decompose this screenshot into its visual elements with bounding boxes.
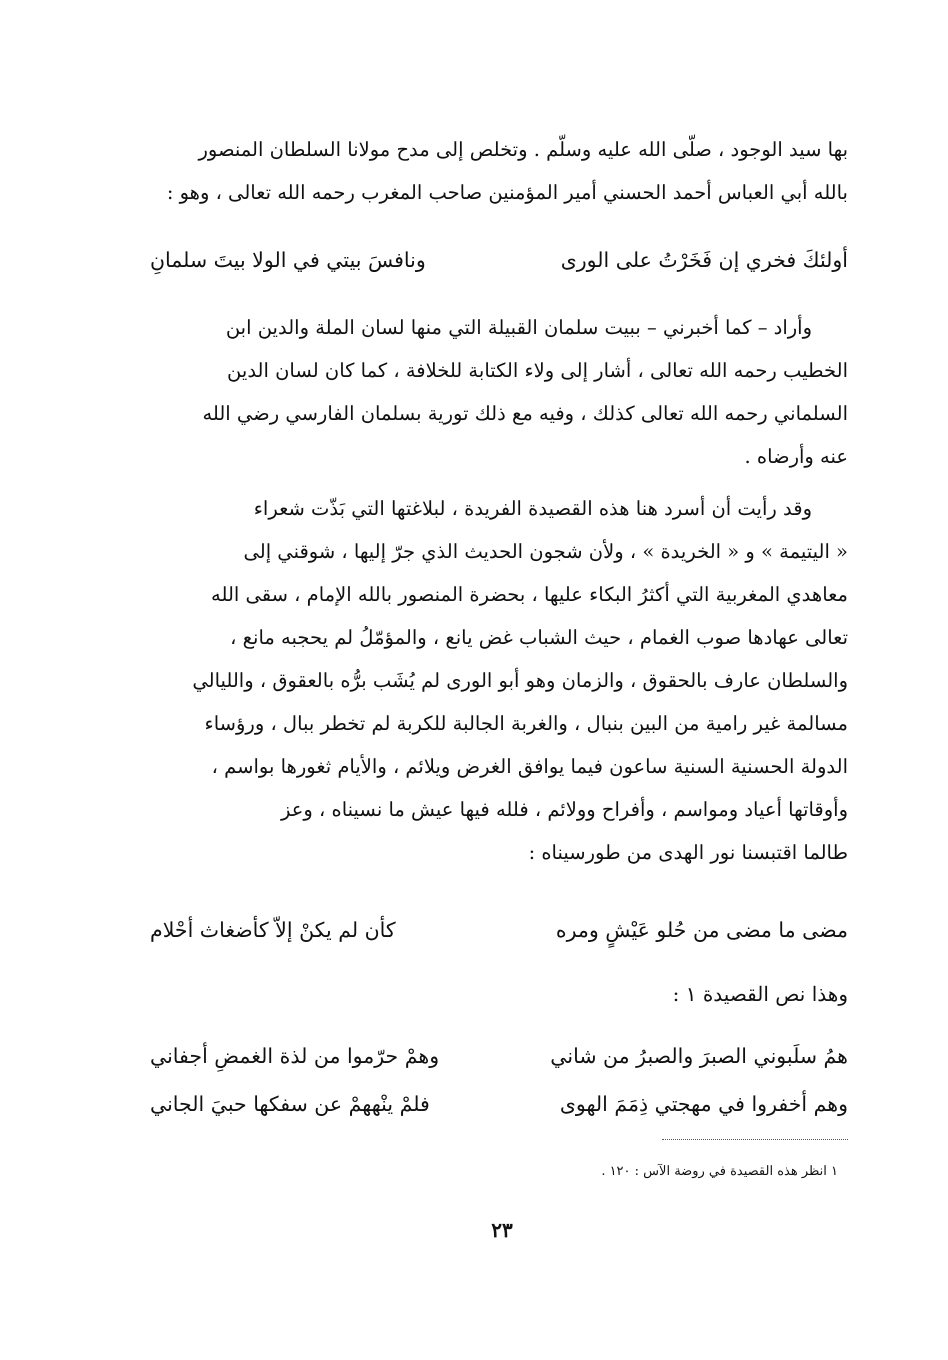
paragraph-line: وأوقاتها أعياد ومواسم ، وأفراح وولائم ، فلله فيها عيش ما نسيناه ، وعز — [281, 798, 848, 821]
footnote: ١ انظر هذه القصيدة في روضة الآس : ١٢٠ . — [601, 1164, 838, 1179]
paragraph-line: السلماني رحمه الله تعالى كذلك ، وفيه مع ذلك تورية بسلمان الفارسي رضي الله — [202, 402, 848, 425]
paragraph-line: تعالى عهادها صوب الغمام ، حيث الشباب غض يانع ، والمؤمّلُ لم يحجبه مانع ، — [230, 626, 848, 649]
paragraph-line: مسالمة غير رامية من البين بنبال ، والغربة الجالبة للكربة لم تخطر ببال ، ورؤساء — [204, 712, 848, 735]
poem-intro: وهذا نص القصيدة ١ : — [672, 982, 848, 1006]
paragraph-line: وقد رأيت أن أسرد هنا هذه القصيدة الفريدة ، لبلاغتها التي بَذّت شعراء — [253, 497, 812, 520]
paragraph-line: بالله أبي العباس أحمد الحسني أمير المؤمنين صاحب المغرب رحمه الله تعالى ، وهو : — [166, 181, 848, 204]
verse-first-hemistich: همُ سلَبوني الصبرَ والصبرُ من شاني — [550, 1044, 848, 1068]
page-number: ٢٣ — [491, 1218, 513, 1242]
paragraph-line: الخطيب رحمه الله تعالى ، أشار إلى ولاء الكتابة للخلافة ، كما كان لسان الدين — [227, 359, 848, 382]
verse-second-hemistich: كأن لم يكنْ إلاّ كأضغاث أحْلام — [150, 918, 396, 942]
verse-line — [150, 236, 848, 284]
paragraph-line: عنه وأرضاه . — [744, 445, 848, 468]
paragraph-line: والسلطان عارف بالحقوق ، والزمان وهو أبو الورى لم يُشَب برُّه بالعقوق ، والليالي — [192, 669, 848, 692]
verse-first-hemistich: وهم أخفروا في مهجتي ذِمَمَ الهوى — [559, 1092, 848, 1116]
paragraph-line: معاهدي المغربية التي أكثرُ البكاء عليها ، بحضرة المنصور بالله الإمام ، سقى الله — [211, 583, 848, 606]
paragraph-line: « اليتيمة » و « الخريدة » ، ولأن شجون الحديث الذي جرّ إليها ، شوقني إلى — [243, 540, 848, 563]
paragraph-line: الدولة الحسنية السنية ساعون فيما يوافق الغرض ويلائم ، والأيام ثغورها بواسم ، — [211, 755, 848, 778]
verse-line — [150, 1080, 848, 1128]
paragraph-main — [150, 487, 848, 874]
footnote-divider — [662, 1139, 848, 1140]
verse-second-hemistich: ونافسَ بيتي في الولا بيتَ سلمانِ — [150, 248, 426, 272]
paragraph-line: وأراد – كما أخبرني – ببيت سلمان القبيلة التي منها لسان الملة والدين ابن — [225, 316, 812, 339]
verse-line — [150, 1032, 848, 1080]
verse-second-hemistich: فلمْ ينْههمْ عن سفكها حبيَ الجاني — [150, 1092, 430, 1116]
paragraph-intro — [150, 128, 848, 214]
verse-second-hemistich: وهمْ حرّموا من لذة الغمضِ أجفاني — [150, 1044, 440, 1068]
paragraph-line: طالما اقتبسنا نور الهدى من طورسيناه : — [528, 841, 848, 864]
verse-line — [150, 906, 848, 954]
verse-first-hemistich: مضى ما مضى من حُلو عَيْشٍ ومره — [555, 918, 848, 942]
verse-first-hemistich: أولئكَ فخري إن فَخَرْتُ على الورى — [560, 248, 848, 272]
paragraph-line: بها سيد الوجود ، صلّى الله عليه وسلّم . وتخلص إلى مدح مولانا السلطان المنصور — [198, 138, 848, 161]
paragraph-explanation — [150, 306, 848, 478]
